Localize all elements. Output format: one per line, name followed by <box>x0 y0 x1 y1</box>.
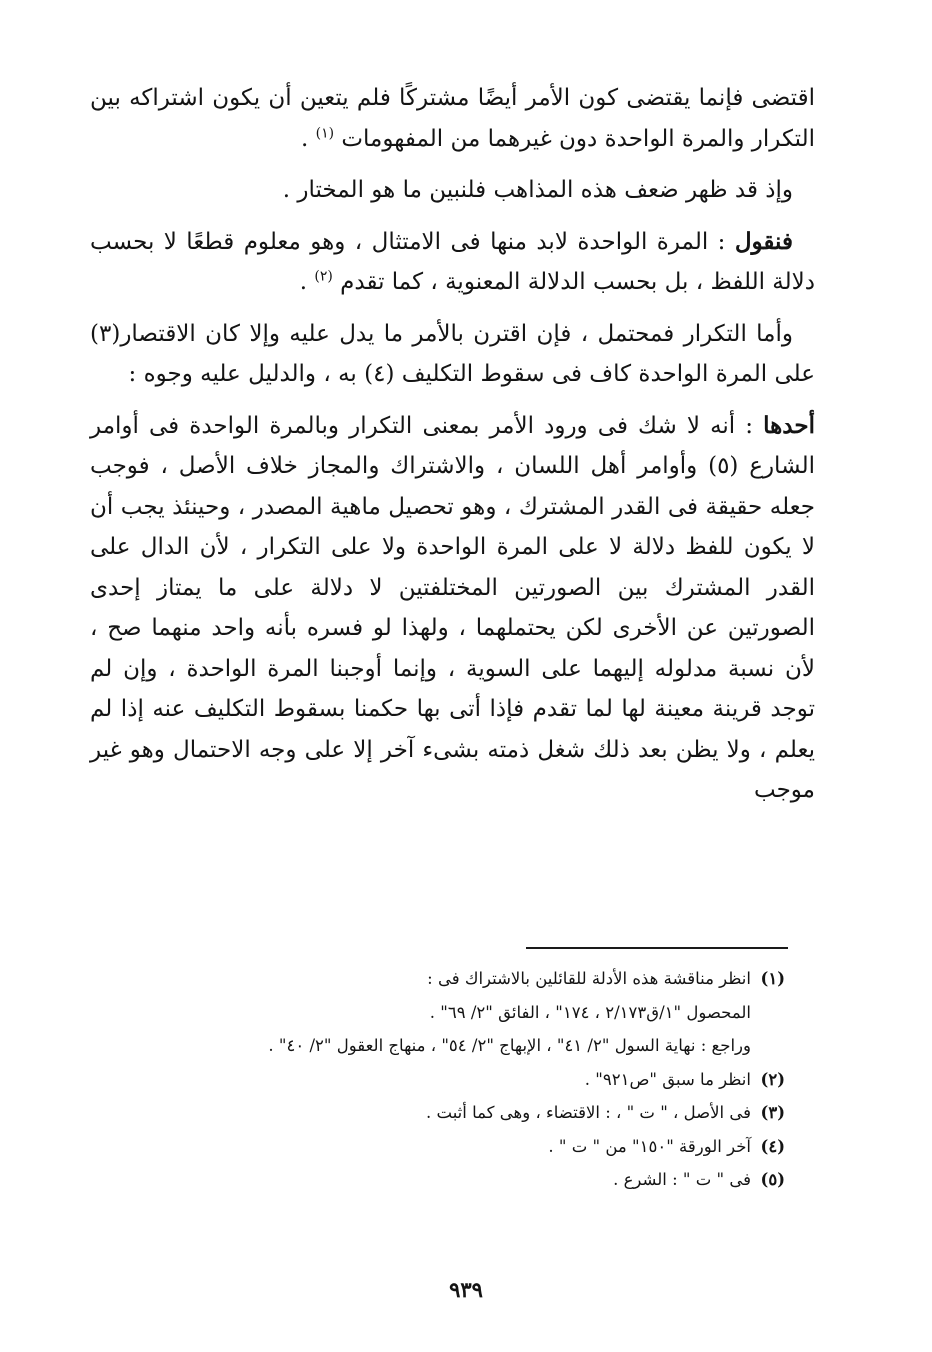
footnote-text: انظر ما سبق "ص٩٢١" . <box>584 1069 751 1089</box>
footnote-1-continuation <box>60 1029 785 1063</box>
paragraph-5 <box>90 406 815 811</box>
footnote-text: وراجع : نهاية السول "٢/ ٤١" ، الإبهاج "٢/ ٥٤" ، منهاج العقول "٢/ ٤٠" . <box>268 1036 751 1055</box>
footnote-number: (٣) <box>760 1103 785 1122</box>
paragraph-lead: أحدها <box>763 411 815 439</box>
footnote-reference: (١) <box>315 124 335 141</box>
paragraph-tail: . <box>300 125 316 152</box>
footnote-text: فى الأصل ، " ت " ، : الاقتضاء ، وهى كما أثبت . <box>426 1103 751 1122</box>
footnote-number: (٥) <box>760 1170 785 1189</box>
page-number: ٩٣٩ <box>449 1277 483 1302</box>
footnote-5 <box>60 1163 785 1197</box>
footnote-reference: (٢) <box>314 268 333 285</box>
paragraph-text: اقتضى فإنما يقتضى كون الأمر أيضًا مشتركًا فلم يتعين أن يكون اشتراكه بين التكرار والمرة الواحدة دون غيرهما من المفهومات <box>90 85 815 152</box>
footnote-2 <box>60 1063 785 1097</box>
footnote-number: (٢) <box>760 1069 785 1089</box>
paragraph-text: وأما التكرار فمحتمل ، فإن اقترن بالأمر ما يدل عليه وإلا كان الاقتصار(٣) على المرة الواحدة كاف فى سقوط التكليف (٤) به ، والدليل عليه وجوه : <box>90 320 815 387</box>
paragraph-text: : أنه لا شك فى ورود الأمر بمعنى التكرار وبالمرة الواحدة فى أوامر الشارع (٥) وأوامر أهل اللسان ، والاشتراك والمجاز خلاف الأصل ، فوجب جعله حقيقة فى القدر المشترك ، وهو تحصيل ماهية المصدر ، وحينئذ يجب أن لا يكون للفظ دلالة لا على المرة الواحدة ولا على التكرار ، لأن الدال على القدر المشترك بين الصورتين المختلفتين لا دلالة على ما يمتاز إحدى الصورتين عن الأخرى لكن يحتملهما ، ولهذا لو فسره بأنه واحد منهما صح ، لأن نسبة مدلوله إليهما على السوية ، وإنما أوجبنا المرة الواحدة ، وإن لم توجد قرينة معينة لها لما تقدم فإذا أتى بها حكمنا بسقوط التكليف عنه إذا لم يعلم ، ولا يظن بعد ذلك شغل ذمته بشىء آخر إلا على وجه الاحتمال وهو غير موجب <box>90 412 815 803</box>
paragraph-2 <box>90 170 815 211</box>
footnote-4 <box>60 1130 785 1164</box>
footnote-text: فى " ت " : الشرع . <box>613 1170 751 1189</box>
paragraph-text: وإذ قد ظهر ضعف هذه المذاهب فلنبين ما هو المختار . <box>282 177 793 203</box>
footnote-text: آخر الورقة "١٥٠" من " ت " . <box>548 1136 751 1156</box>
footnotes <box>60 962 785 1197</box>
footnote-number: (٤) <box>760 1136 785 1156</box>
footnote-text: انظر مناقشة هذه الأدلة للقائلين بالاشتراك فى : <box>427 969 751 988</box>
paragraph-3 <box>90 222 815 303</box>
main-text <box>90 78 815 822</box>
paragraph-1 <box>90 78 815 159</box>
footnote-1 <box>60 962 785 996</box>
paragraph-tail: . <box>299 269 315 295</box>
footnote-text: المحصول "١/ق٢/١٧٣ ، ١٧٤" ، الفائق "٢/ ٦٩" . <box>429 1002 751 1022</box>
footnote-1-continuation <box>60 996 785 1030</box>
footnote-number: (١) <box>760 969 785 988</box>
paragraph-lead: فنقول <box>734 227 793 255</box>
footnote-separator <box>526 947 788 949</box>
paragraph-4 <box>90 314 815 395</box>
footnote-3 <box>60 1096 785 1130</box>
paragraph-text: : المرة الواحدة لابد منها فى الامتثال ، وهو معلوم قطعًا لا بحسب دلالة اللفظ ، بل بحسب الدلالة المعنوية ، كما تقدم <box>90 228 815 295</box>
